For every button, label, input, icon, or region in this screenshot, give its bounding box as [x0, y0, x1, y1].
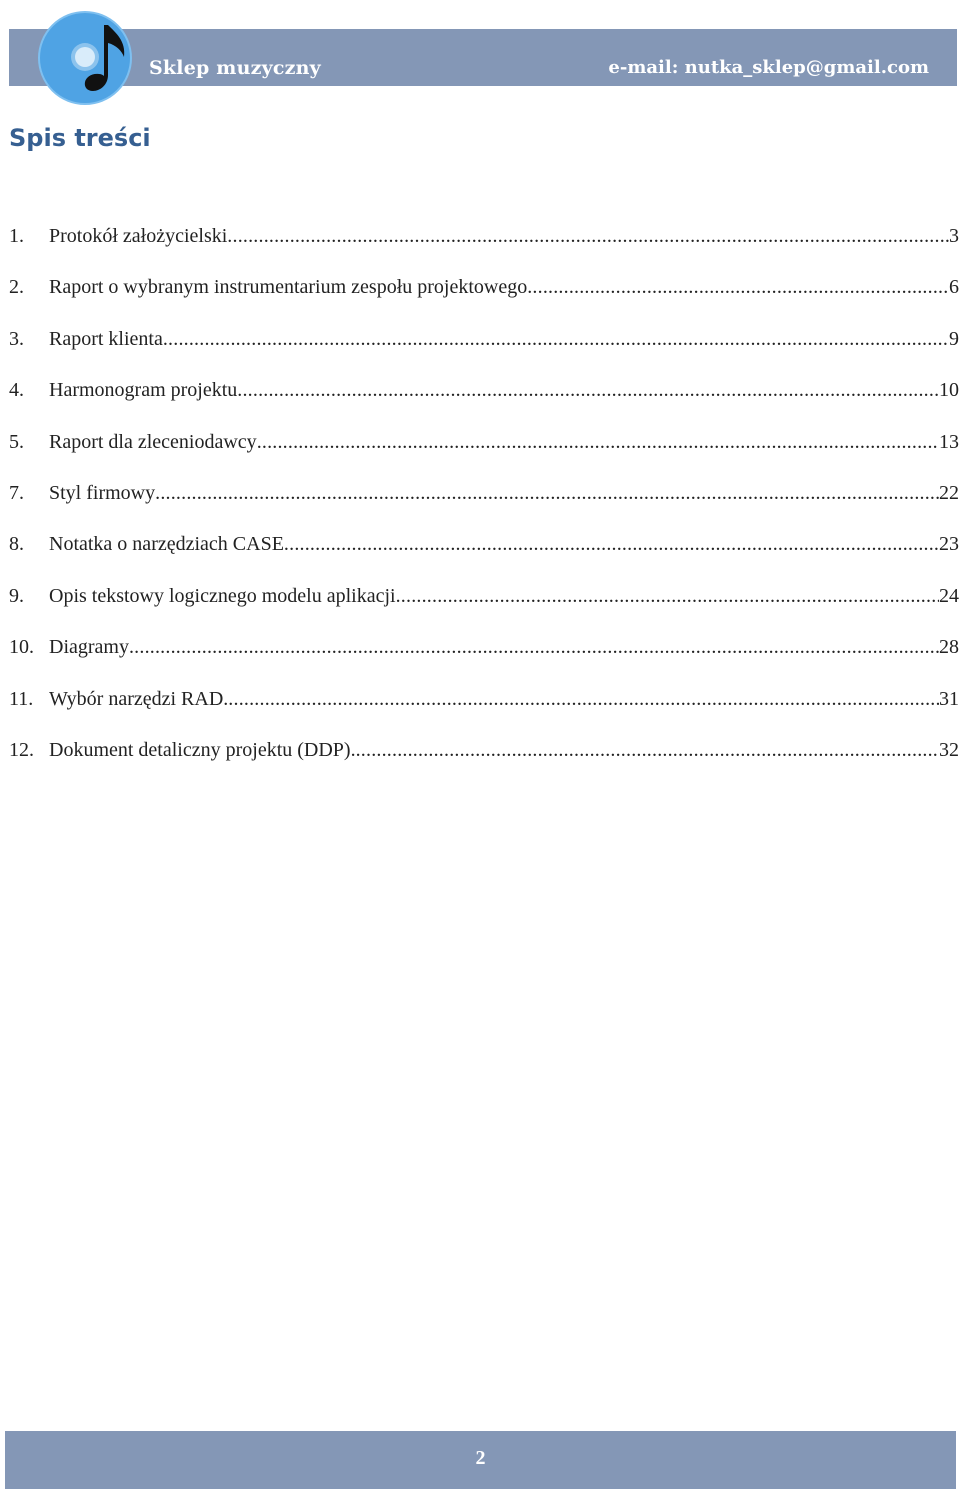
- brand-name: Sklep muzyczny: [149, 57, 321, 79]
- table-of-contents: [9, 222, 959, 787]
- toc-entry-title[interactable]: Protokół założycielski: [49, 225, 228, 247]
- toc-entry[interactable]: [9, 222, 959, 273]
- toc-dot-leader: [228, 685, 939, 713]
- toc-title: Spis treści: [9, 124, 151, 152]
- toc-entry-number: 11.: [9, 687, 34, 710]
- toc-entry-page[interactable]: 22: [939, 481, 959, 504]
- toc-entry-page[interactable]: 3: [949, 225, 959, 247]
- toc-entry-page[interactable]: 13: [939, 430, 959, 453]
- footer-bar: [5, 1431, 956, 1489]
- toc-dot-leader: [527, 273, 949, 301]
- toc-dot-leader: [284, 530, 939, 558]
- toc-entry[interactable]: [9, 736, 959, 787]
- toc-entry-page[interactable]: 28: [939, 636, 959, 659]
- toc-entry[interactable]: [9, 376, 959, 427]
- toc-entry-number: 9.: [9, 584, 24, 607]
- toc-entry[interactable]: [9, 273, 959, 324]
- toc-entry-number: 7.: [9, 481, 24, 504]
- toc-entry[interactable]: [9, 582, 959, 633]
- toc-entry[interactable]: [9, 685, 959, 736]
- toc-entry-number: 3.: [9, 327, 24, 350]
- brand-subname: “Nutka”: [151, 85, 234, 106]
- toc-entry[interactable]: [9, 530, 959, 581]
- toc-entry-title[interactable]: Raport klienta: [49, 327, 163, 350]
- toc-entry-page[interactable]: 23: [939, 533, 959, 556]
- toc-entry-title[interactable]: Wybór narzędzi RAD.: [49, 687, 229, 710]
- toc-entry-title[interactable]: Harmonogram projektu: [49, 379, 238, 402]
- toc-entry-title[interactable]: Styl firmowy: [49, 481, 156, 504]
- toc-entry-title[interactable]: Dokument detaliczny projektu (DDP).: [49, 738, 356, 761]
- toc-entry-title[interactable]: Raport o wybranym instrumentarium zespołu projektowego: [49, 276, 528, 299]
- toc-entry-number: 1.: [9, 225, 24, 247]
- toc-entry-title[interactable]: Diagramy: [49, 636, 129, 659]
- toc-dot-leader: [129, 633, 939, 661]
- page-number: 2: [475, 1447, 486, 1469]
- music-note-logo-icon: [38, 11, 132, 105]
- toc-entry-page[interactable]: 6: [949, 276, 959, 299]
- toc-entry[interactable]: [9, 633, 959, 684]
- toc-entry-page[interactable]: 9: [949, 327, 959, 350]
- toc-entry-page[interactable]: 10: [939, 379, 959, 402]
- toc-entry-page[interactable]: 31: [939, 687, 959, 710]
- toc-entry[interactable]: [9, 428, 959, 479]
- toc-dot-leader: [227, 222, 949, 250]
- toc-entry-title[interactable]: Raport dla zleceniodawcy: [49, 430, 257, 453]
- toc-dot-leader: [396, 582, 939, 610]
- toc-dot-leader: [257, 428, 939, 456]
- toc-entry-number: 5.: [9, 430, 24, 453]
- toc-entry-title[interactable]: Notatka o narzędziach CASE: [49, 533, 284, 556]
- toc-entry-page[interactable]: 32: [939, 738, 959, 761]
- header-email: e-mail: nutka_sklep@gmail.com: [608, 57, 929, 78]
- toc-dot-leader: [163, 325, 949, 353]
- toc-entry-number: 8.: [9, 533, 24, 556]
- toc-dot-leader: [155, 479, 939, 507]
- toc-entry[interactable]: [9, 325, 959, 376]
- toc-entry-number: 4.: [9, 379, 24, 402]
- toc-entry-title[interactable]: Opis tekstowy logicznego modelu aplikacji: [49, 584, 396, 607]
- toc-entry-page[interactable]: 24: [939, 584, 959, 607]
- toc-entry-number: 2.: [9, 276, 24, 299]
- toc-entry-number: 10.: [9, 636, 34, 659]
- toc-entry-number: 12.: [9, 738, 34, 761]
- toc-dot-leader: [356, 736, 939, 764]
- toc-entry[interactable]: [9, 479, 959, 530]
- toc-dot-leader: [237, 376, 939, 404]
